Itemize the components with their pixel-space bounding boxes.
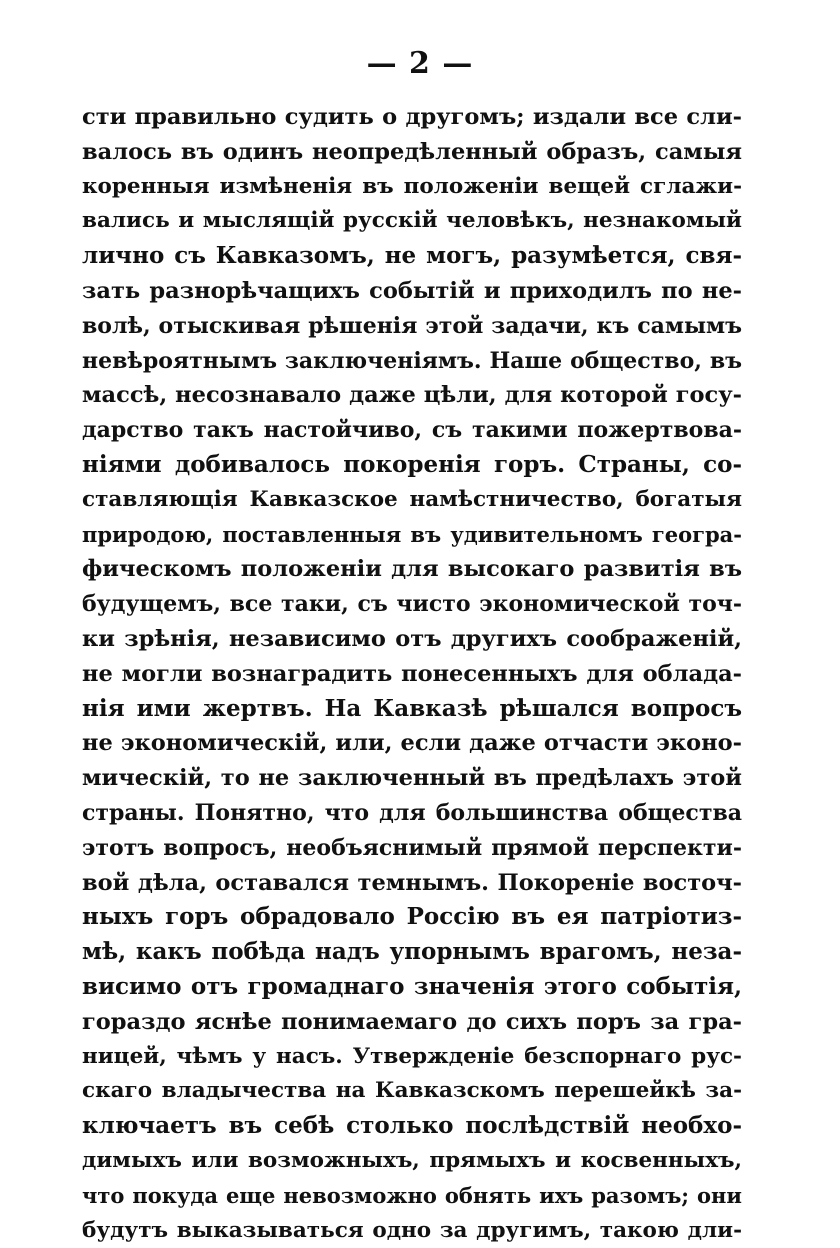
text-line: зать разнорѣчащихъ событій и приходилъ по не- [82, 274, 742, 309]
text-line: мическій, то не заключенный въ предѣлахъ этой [82, 761, 742, 796]
text-line: скаго владычества на Кавказскомъ перешейкѣ за- [82, 1074, 742, 1109]
text-line: что покуда еще невозможно обнять ихъ разомъ; они [82, 1179, 742, 1214]
text-line: гораздо яснѣе понимаемаго до сихъ поръ за гра- [82, 1005, 742, 1040]
text-line: не экономическій, или, если даже отчасти эконо- [82, 726, 742, 761]
text-line: будущемъ, все таки, съ чисто экономической точ- [82, 587, 742, 622]
text-line: сти правильно судить о другомъ; издали все сли- [82, 100, 742, 135]
text-line: нія ими жертвъ. На Кавказѣ рѣшался вопросъ [82, 692, 742, 727]
text-line: массѣ, несознавало даже цѣли, для которой госу- [82, 378, 742, 413]
text-line: ки зрѣнія, независимо отъ другихъ соображеній, [82, 622, 742, 657]
text-line: мѣ, какъ побѣда надъ упорнымъ врагомъ, неза- [82, 935, 742, 970]
text-line: димыхъ или возможныхъ, прямыхъ и косвенныхъ, [82, 1144, 742, 1179]
text-line: валось въ одинъ неопредѣленный образъ, самыя [82, 135, 742, 170]
text-line: вались и мыслящій русскій человѣкъ, незнакомый [82, 204, 742, 239]
text-line: волѣ, отыскивая рѣшенія этой задачи, къ самымъ [82, 309, 742, 344]
body-text [82, 100, 742, 1248]
text-line: фическомъ положеніи для высокаго развитія въ [82, 552, 742, 587]
text-line: ніями добивалось покоренія горъ. Страны, со- [82, 448, 742, 483]
text-line: страны. Понятно, что для большинства общества [82, 796, 742, 831]
text-line: этотъ вопросъ, необъяснимый прямой перспекти- [82, 831, 742, 866]
text-line: ключаетъ въ себѣ столько послѣдствій необхо- [82, 1109, 742, 1144]
text-line: природою, поставленныя въ удивительномъ геогра- [82, 518, 742, 553]
text-line: не могли вознаградить понесенныхъ для облада- [82, 657, 742, 692]
text-line: ныхъ горъ обрадовало Россію въ ея патріотиз- [82, 900, 742, 935]
text-line: коренныя измѣненія въ положеніи вещей сглажи- [82, 170, 742, 205]
text-line: вой дѣла, оставался темнымъ. Покореніе восточ- [82, 866, 742, 901]
text-line: висимо отъ громаднаго значенія этого событія, [82, 970, 742, 1005]
page-number: — 2 — [0, 46, 840, 81]
text-line: лично съ Кавказомъ, не могъ, разумѣется, свя- [82, 239, 742, 274]
text-line: ницей, чѣмъ у насъ. Утвержденіе безспорнаго рус- [82, 1040, 742, 1075]
text-line: ставляющія Кавказское намѣстничество, богатыя [82, 483, 742, 518]
text-line: невѣроятнымъ заключеніямъ. Наше общество, въ [82, 344, 742, 379]
text-line: дарство такъ настойчиво, съ такими пожертвова- [82, 413, 742, 448]
text-line: будутъ выказываться одно за другимъ, такою дли- [82, 1214, 742, 1248]
